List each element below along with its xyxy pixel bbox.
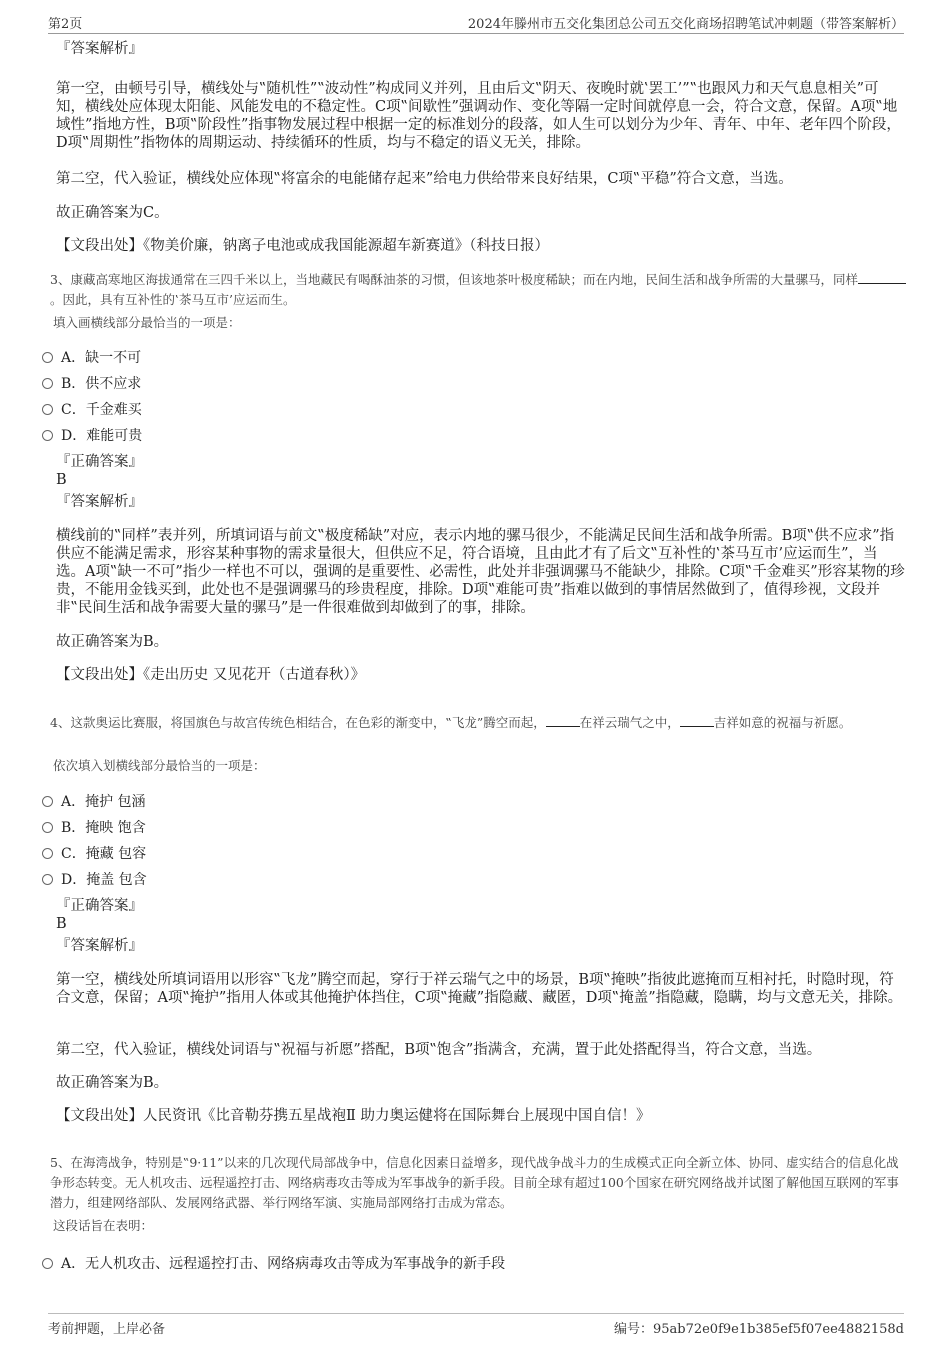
q4-option-b[interactable]: B．掩映 饱含 [42, 817, 146, 837]
q3-prompt: 填入画横线部分最恰当的一项是： [53, 315, 241, 330]
q2-analysis-label: 『答案解析』 [56, 41, 143, 57]
q4-option-d[interactable]: D．掩盖 包含 [42, 869, 147, 889]
q4-blank-1 [546, 714, 580, 727]
q4-analysis-para2: 第二空，代入验证，横线处词语与‟祝福与祈愿”搭配，B项‟饱含”指满含，充满，置于此处搭配得当，符合文意，当选。 [56, 1042, 822, 1058]
q2-source: 【文段出处】《物美价廉，钠离子电池或成我国能源超车新赛道》（科技日报） [56, 238, 549, 254]
q4-correct-answer: B [56, 916, 67, 932]
page-footer [48, 1313, 904, 1337]
footer-slogan: 考前押题，上岸必备 [48, 1322, 166, 1337]
q3-correct-label: 『正确答案』 [56, 454, 143, 470]
q3-option-a[interactable]: A．缺一不可 [42, 347, 141, 367]
q2-analysis-para2: 第二空，代入验证，横线处应体现‟将富余的电能储存起来”给电力供给带来良好结果，C项‟平稳”符合文意，当选。 [56, 171, 793, 187]
document-title: 2024年滕州市五交化集团总公司五交化商场招聘笔试冲刺题（带答案解析） [467, 17, 904, 32]
q3-stem: 3、康藏高寒地区海拔通常在三四千米以上，当地藏民有喝酥油茶的习惯，但该地茶叶极度稀缺；而在内地，民间生活和战争所需的大量骡马，同样。因此，具有互补性的‛茶马互市’应运而生。 [50, 270, 906, 310]
q4-blank-2 [680, 714, 714, 727]
q5-option-a[interactable]: A．无人机攻击、远程遥控打击、网络病毒攻击等成为军事战争的新手段 [42, 1253, 505, 1273]
q4-analysis-para1: 第一空，横线处所填词语用以形容‟飞龙”腾空而起，穿行于祥云瑞气之中的场景，B项‟掩映”指彼此遮掩而互相衬托，时隐时现，符合文意，保留；A项‟掩护”指用人体或其他掩护体挡住，C项‟掩藏”指隐藏、藏匿，D项‟掩盖”指隐藏，隐瞒，均与文意无关，排除。 [56, 972, 903, 1006]
q4-correct-label: 『正确答案』 [56, 898, 143, 914]
q4-stem: 4、这款奥运比赛服，将国旗色与故宫传统色相结合，在色彩的渐变中，‟飞龙”腾空而起， 在祥云瑞气之中， 吉祥如意的祝福与祈愿。 [50, 714, 852, 730]
q5-prompt: 这段话旨在表明： [53, 1218, 154, 1233]
q3-conclusion: 故正确答案为B。 [56, 634, 169, 650]
page-number: 第2页 [48, 17, 83, 32]
q3-analysis: 横线前的‟同样”表并列，所填词语与前文‟极度稀缺”对应，表示内地的骡马很少，不能满足民间生活和战争所需。B项‟供不应求”指供应不能满足需求，形容某种事物的需求量很大，但供应不足，符合语境，且由此才有了后文‟互补性的‛茶马互市’应运而生”，当选。A项‟缺一不可”指少一样也不可以，强调的是重要性、必需性，此处并非强调骡马不能缺少，排除。C项‟千金难买”形容某物的珍贵，不能用金钱买到，此处也不是强调骡马的珍贵程度，排除。D项‟难能可贵”指难以做到的事情居然做到了，值得珍视，文段并非‟民间生活和战争需要大量的骡马”是一件很难做到却做到了的事，排除。 [56, 528, 905, 616]
radio-icon[interactable] [42, 404, 53, 415]
q3-source: 【文段出处】《走出历史 又见花开（古道春秋）》 [56, 667, 366, 683]
q3-option-c[interactable]: C．千金难买 [42, 399, 142, 419]
q4-prompt: 依次填入划横线部分最恰当的一项是： [53, 758, 266, 773]
q4-source: 【文段出处】人民资讯《比音勒芬携五星战袍Ⅱ 助力奥运健将在国际舞台上展现中国自信！》 [56, 1108, 651, 1124]
radio-icon[interactable] [42, 352, 53, 363]
page-header [48, 13, 904, 34]
q3-option-b[interactable]: B．供不应求 [42, 373, 141, 393]
radio-icon[interactable] [42, 822, 53, 833]
q3-blank [858, 271, 906, 284]
footer-serial: 编号：95ab72e0f9e1b385ef5f07ee4882158d [613, 1322, 904, 1337]
q4-conclusion: 故正确答案为B。 [56, 1075, 169, 1091]
q3-correct-answer: B [56, 472, 67, 488]
radio-icon[interactable] [42, 430, 53, 441]
q4-option-a[interactable]: A．掩护 包涵 [42, 791, 146, 811]
q2-conclusion: 故正确答案为C。 [56, 205, 169, 221]
radio-icon[interactable] [42, 796, 53, 807]
q4-option-c[interactable]: C．掩藏 包容 [42, 843, 146, 863]
q4-analysis-label: 『答案解析』 [56, 938, 143, 954]
radio-icon[interactable] [42, 874, 53, 885]
q3-analysis-label: 『答案解析』 [56, 494, 143, 510]
radio-icon[interactable] [42, 1258, 53, 1269]
radio-icon[interactable] [42, 378, 53, 389]
q2-analysis-para1: 第一空，由顿号引导，横线处与‟随机性”‟波动性”构成同义并列，且由后文‟阴天、夜晚时就‛罢工’”‟也跟风力和天气息息相关”可知，横线处应体现太阳能、风能发电的不稳定性。C项‟间歇性”强调动作、变化等隔一定时间就停息一会，符合文意，保留。A项‟地域性”指地方性，B项‟阶段性”指事物发展过程中根据一定的标准划分的段落，如人生可以划分为少年、青年、中年、老年四个阶段，D项‟周期性”指物体的周期运动、持续循环的性质，均与不稳定的语义无关，排除。 [56, 81, 901, 151]
radio-icon[interactable] [42, 848, 53, 859]
q5-stem: 5、在海湾战争，特别是‟9·11”以来的几次现代局部战争中，信息化因素日益增多，现代战争战斗力的生成模式正向全新立体、协同、虚实结合的信息化战争形态转变。无人机攻击、远程遥控打击、网络病毒攻击等成为军事战争的新手段。目前全球有超过100个国家在研究网络战并试图了解他国互联网的军事潜力，组建网络部队、发展网络武器、举行网络军演、实施局部网络打击成为常态。 [50, 1154, 899, 1210]
q3-option-d[interactable]: D．难能可贵 [42, 425, 142, 445]
